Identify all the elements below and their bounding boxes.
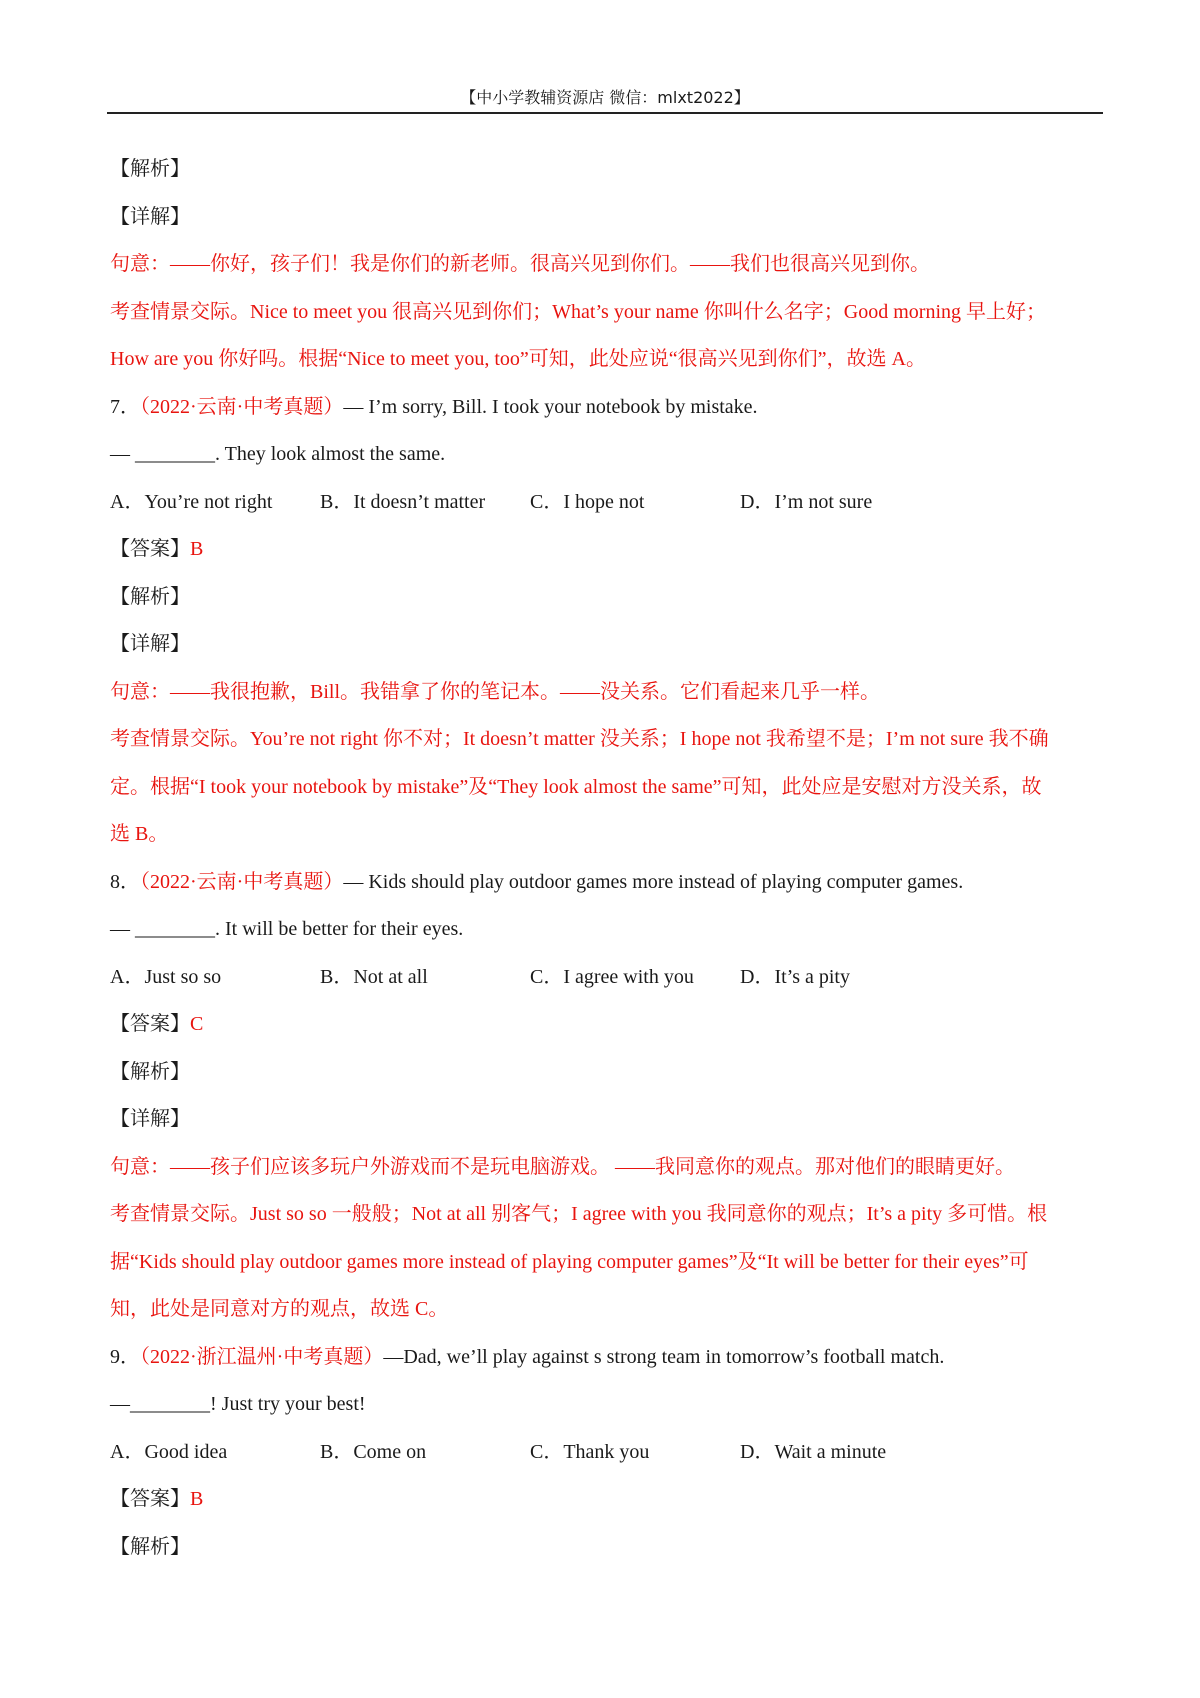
option-c: C．Thank you bbox=[530, 1440, 650, 1463]
dialogue-line bbox=[110, 906, 1100, 954]
explanation-line bbox=[110, 289, 1100, 337]
page-header: 【中小学教辅资源店 微信：mlxt2022】 bbox=[460, 88, 750, 107]
question-stem bbox=[110, 859, 1100, 907]
line-text: 定。根据“I took your notebook by mistake”及“They look almost the same”可知，此处应是安慰对方没关系，故 bbox=[110, 775, 1042, 798]
question-text: — Kids should play outdoor games more instead of playing computer games. bbox=[343, 870, 964, 893]
header-rule bbox=[107, 112, 1103, 114]
answer-value: B bbox=[190, 538, 204, 560]
section-label-text: 【详解】 bbox=[110, 1108, 190, 1130]
line-text: 知，此处是同意对方的观点，故选 C。 bbox=[110, 1298, 449, 1320]
question-number: 8． bbox=[110, 870, 140, 893]
answer-line bbox=[110, 526, 1100, 574]
section-label bbox=[110, 621, 1100, 669]
answer-options bbox=[110, 954, 1100, 1002]
answer-line bbox=[110, 1476, 1100, 1524]
section-label bbox=[110, 1049, 1100, 1097]
answer-options bbox=[110, 1429, 1100, 1477]
answer-line bbox=[110, 1001, 1100, 1049]
explanation-line bbox=[110, 336, 1100, 384]
line-text: 据“Kids should play outdoor games more instead of playing computer games”及“It will be better for their eyes”可 bbox=[110, 1250, 1029, 1273]
section-label bbox=[110, 146, 1100, 194]
answer-value: C bbox=[190, 1013, 204, 1035]
question-source: （2022·浙江温州·中考真题） bbox=[140, 1345, 384, 1368]
document-body bbox=[110, 146, 1100, 1571]
option-c: C．I agree with you bbox=[530, 965, 694, 988]
line-text: 选 B。 bbox=[110, 823, 169, 845]
explanation-line bbox=[110, 669, 1100, 717]
explanation-line bbox=[110, 241, 1100, 289]
question-number: 9． bbox=[110, 1345, 140, 1368]
line-text: — ________. It will be better for their eyes. bbox=[110, 918, 464, 940]
question-source: （2022·云南·中考真题） bbox=[140, 395, 344, 418]
line-text: 句意：——孩子们应该多玩户外游戏而不是玩电脑游戏。 ——我同意你的观点。那对他们的眼睛更好。 bbox=[110, 1155, 1015, 1178]
question-text: — I’m sorry, Bill. I took your notebook by mistake. bbox=[343, 395, 758, 418]
answer-value: B bbox=[190, 1488, 204, 1510]
question-stem bbox=[110, 1334, 1100, 1382]
answer-options bbox=[110, 479, 1100, 527]
option-a: A．You’re not right bbox=[110, 490, 273, 513]
option-b: B．It doesn’t matter bbox=[320, 490, 486, 513]
line-text: 考查情景交际。Nice to meet you 很高兴见到你们；What’s your name 你叫什么名字；Good morning 早上好； bbox=[110, 300, 1047, 323]
explanation-line bbox=[110, 1286, 1100, 1334]
section-label-text: 【详解】 bbox=[110, 205, 190, 228]
line-text: 考查情景交际。You’re not right 你不对；It doesn’t matter 没关系；I hope not 我希望不是；I’m not sure 我不确 bbox=[110, 728, 1049, 750]
line-text: 句意：——你好，孩子们！我是你们的新老师。很高兴见到你们。——我们也很高兴见到你。 bbox=[110, 253, 930, 275]
line-text: How are you 你好吗。根据“Nice to meet you, too”可知，此处应说“很高兴见到你们”，故选 A。 bbox=[110, 348, 926, 370]
question-source: （2022·云南·中考真题） bbox=[140, 870, 344, 893]
explanation-line bbox=[110, 811, 1100, 859]
option-d: D．Wait a minute bbox=[740, 1440, 887, 1463]
explanation-line bbox=[110, 1239, 1100, 1287]
answer-label: 【答案】 bbox=[110, 538, 190, 560]
section-label bbox=[110, 1096, 1100, 1144]
option-b: B．Not at all bbox=[320, 965, 428, 988]
option-d: D．It’s a pity bbox=[740, 965, 850, 988]
answer-label: 【答案】 bbox=[110, 1488, 190, 1510]
section-label bbox=[110, 1524, 1100, 1572]
section-label-text: 【解析】 bbox=[110, 585, 190, 608]
line-text: — ________. They look almost the same. bbox=[110, 443, 446, 465]
option-a: A．Just so so bbox=[110, 965, 222, 988]
dialogue-line bbox=[110, 431, 1100, 479]
dialogue-line bbox=[110, 1381, 1100, 1429]
option-c: C．I hope not bbox=[530, 490, 645, 513]
option-a: A．Good idea bbox=[110, 1440, 228, 1463]
explanation-line bbox=[110, 764, 1100, 812]
option-d: D．I’m not sure bbox=[740, 490, 873, 513]
question-number: 7． bbox=[110, 395, 140, 418]
option-b: B．Come on bbox=[320, 1440, 427, 1463]
section-label bbox=[110, 194, 1100, 242]
question-stem bbox=[110, 384, 1100, 432]
explanation-line bbox=[110, 1144, 1100, 1192]
section-label-text: 【解析】 bbox=[110, 158, 190, 180]
line-text: 考查情景交际。Just so so 一般般；Not at all 别客气；I agree with you 我同意你的观点；It’s a pity 多可惜。根 bbox=[110, 1203, 1048, 1225]
explanation-line bbox=[110, 716, 1100, 764]
section-label-text: 【解析】 bbox=[110, 1060, 190, 1083]
line-text: 句意：——我很抱歉，Bill。我错拿了你的笔记本。——没关系。它们看起来几乎一样。 bbox=[110, 680, 881, 703]
line-text: —________! Just try your best! bbox=[110, 1393, 366, 1415]
answer-label: 【答案】 bbox=[110, 1013, 190, 1035]
section-label-text: 【解析】 bbox=[110, 1535, 190, 1558]
question-text: —Dad, we’ll play against s strong team in tomorrow’s football match. bbox=[383, 1345, 945, 1368]
section-label bbox=[110, 574, 1100, 622]
explanation-line bbox=[110, 1191, 1100, 1239]
section-label-text: 【详解】 bbox=[110, 633, 190, 655]
